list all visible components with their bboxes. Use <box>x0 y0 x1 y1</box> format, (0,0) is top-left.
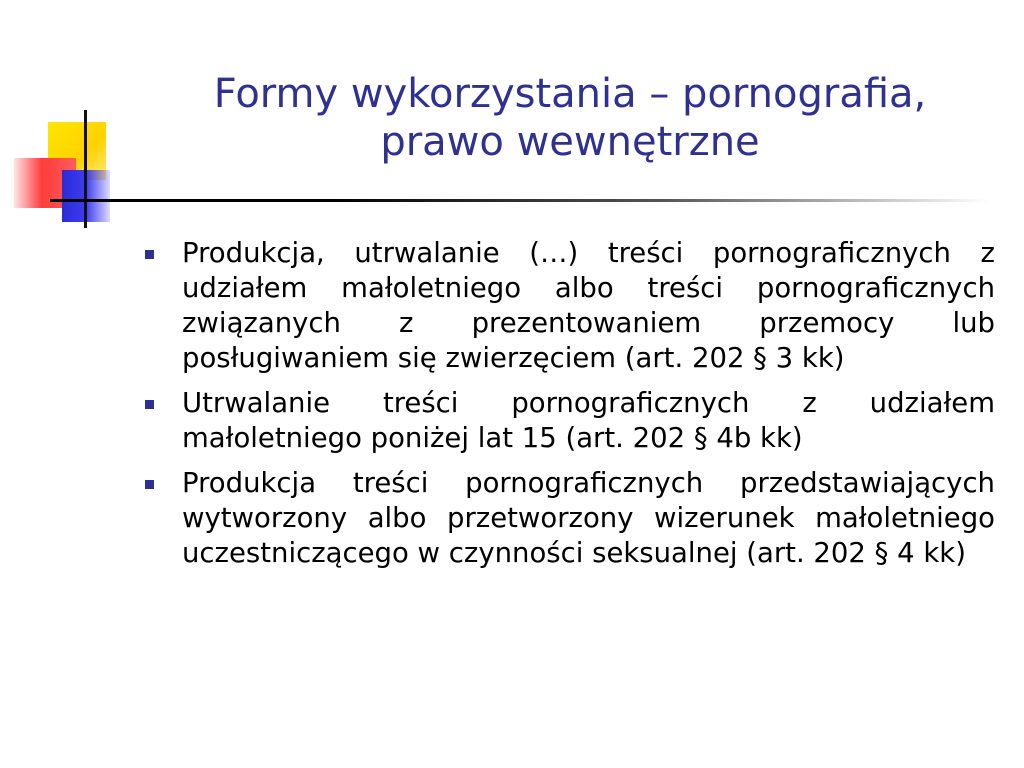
list-item-text: Utrwalanie treści pornograficznych z udziałem małoletniego poniżej lat 15 (art. 202 § 4b kk) <box>182 387 995 454</box>
list-item <box>140 236 995 376</box>
square-bullet-icon <box>145 400 154 409</box>
square-bullet-icon <box>145 250 154 259</box>
list-item-text: Produkcja, utrwalanie (…) treści pornograficznych z udziałem małoletniego albo treści pornograficznych związanych z prezentowaniem przemocy lub posługiwaniem się zwierzęciem (art. 202 § 3 kk) <box>182 237 995 374</box>
corner-decoration <box>0 0 140 240</box>
slide-title-line-2: prawo wewnętrzne <box>380 119 760 165</box>
list-item-text: Produkcja treści pornograficznych przedstawiających wytworzony albo przetworzony wizerunek małoletniego uczestniczącego w czynności seksualnej (art. 202 § 4 kk) <box>182 467 995 569</box>
square-bullet-icon <box>145 480 154 489</box>
slide-title-line-1: Formy wykorzystania – pornografia, <box>213 71 927 117</box>
list-item <box>140 386 995 456</box>
bullet-list <box>140 236 995 581</box>
title-underline <box>50 199 990 202</box>
slide-title <box>150 70 990 166</box>
vertical-rule <box>84 110 87 228</box>
list-item <box>140 466 995 571</box>
